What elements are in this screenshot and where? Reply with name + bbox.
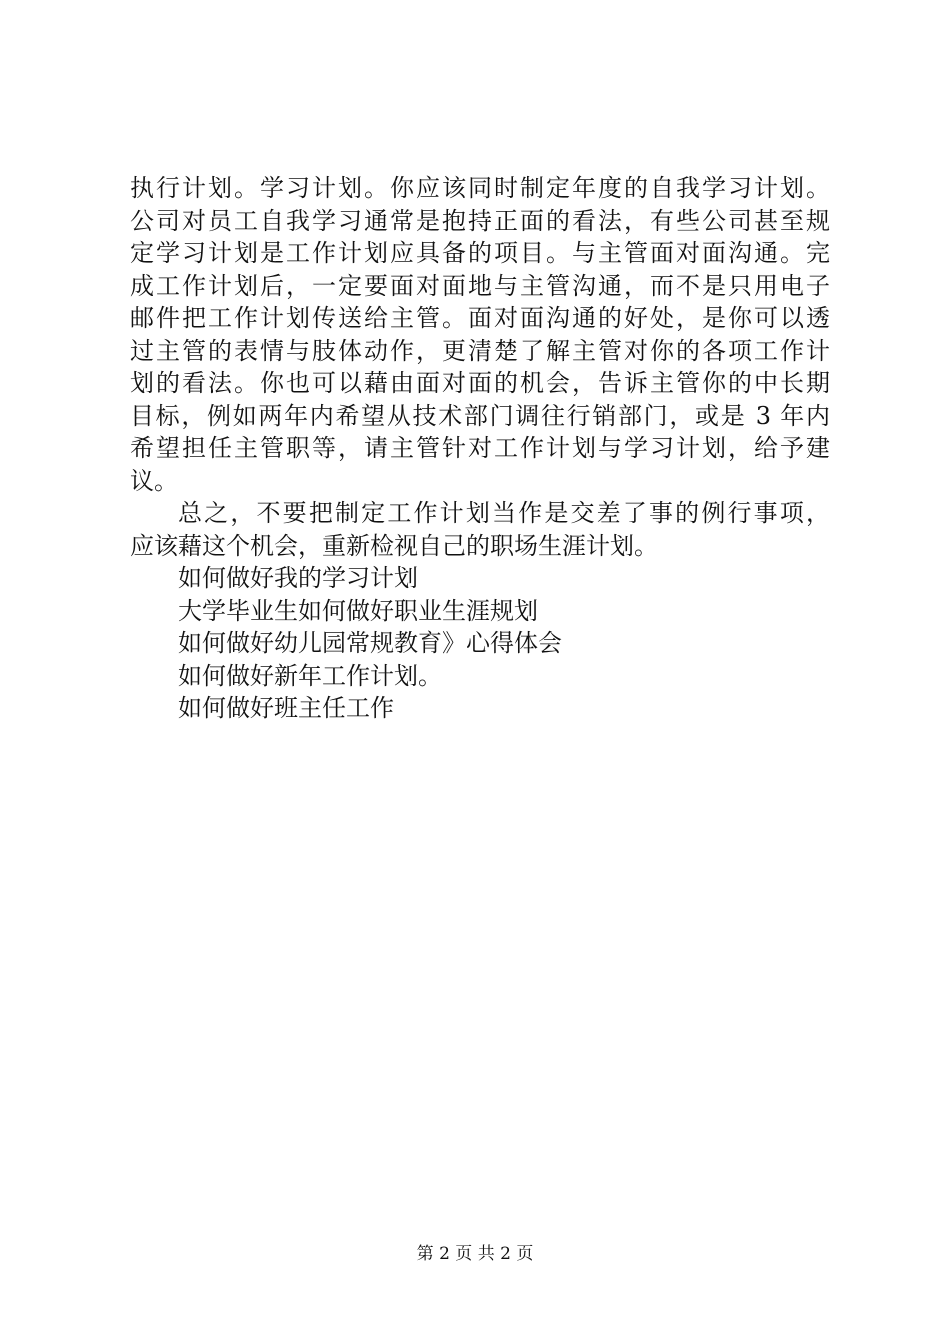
paragraph-line: 邮件把工作计划传送给主管。面对面沟通的好处，是你可以透: [130, 304, 830, 332]
related-title: 如何做好幼儿园常规教育》心得体会: [178, 629, 562, 657]
paragraph-line: 希望担任主管职等，请主管针对工作计划与学习计划，给予建: [130, 434, 830, 462]
paragraph-line: 定学习计划是工作计划应具备的项目。与主管面对面沟通。完: [130, 239, 830, 267]
page-footer: 第 2 页 共 2 页: [416, 1244, 534, 1264]
related-title: 大学毕业生如何做好职业生涯规划: [178, 596, 538, 625]
paragraph-line: 划的看法。你也可以藉由面对面的机会，告诉主管你的中长期: [130, 369, 830, 397]
paragraph-line: 总之，不要把制定工作计划当作是交差了事的例行事项，: [178, 499, 830, 527]
paragraph-line: 过主管的表情与肢体动作，更清楚了解主管对你的各项工作计: [130, 336, 830, 365]
document-body: [130, 172, 830, 725]
paragraph-line: 成工作计划后，一定要面对面地与主管沟通，而不是只用电子: [130, 271, 830, 300]
paragraph-line: 应该藉这个机会，重新检视自己的职场生涯计划。: [130, 531, 658, 560]
paragraph-line: 目标，例如两年内希望从技术部门调往行销部门，或是 3 年内: [130, 401, 830, 430]
paragraph-line: 执行计划。学习计划。你应该同时制定年度的自我学习计划。: [130, 174, 830, 202]
paragraph-line: 议。: [130, 466, 178, 495]
related-title: 如何做好我的学习计划: [178, 564, 418, 592]
related-title: 如何做好班主任工作: [178, 694, 394, 722]
paragraph-line: 公司对员工自我学习通常是抱持正面的看法，有些公司甚至规: [130, 206, 830, 235]
related-title: 如何做好新年工作计划。: [178, 661, 442, 690]
